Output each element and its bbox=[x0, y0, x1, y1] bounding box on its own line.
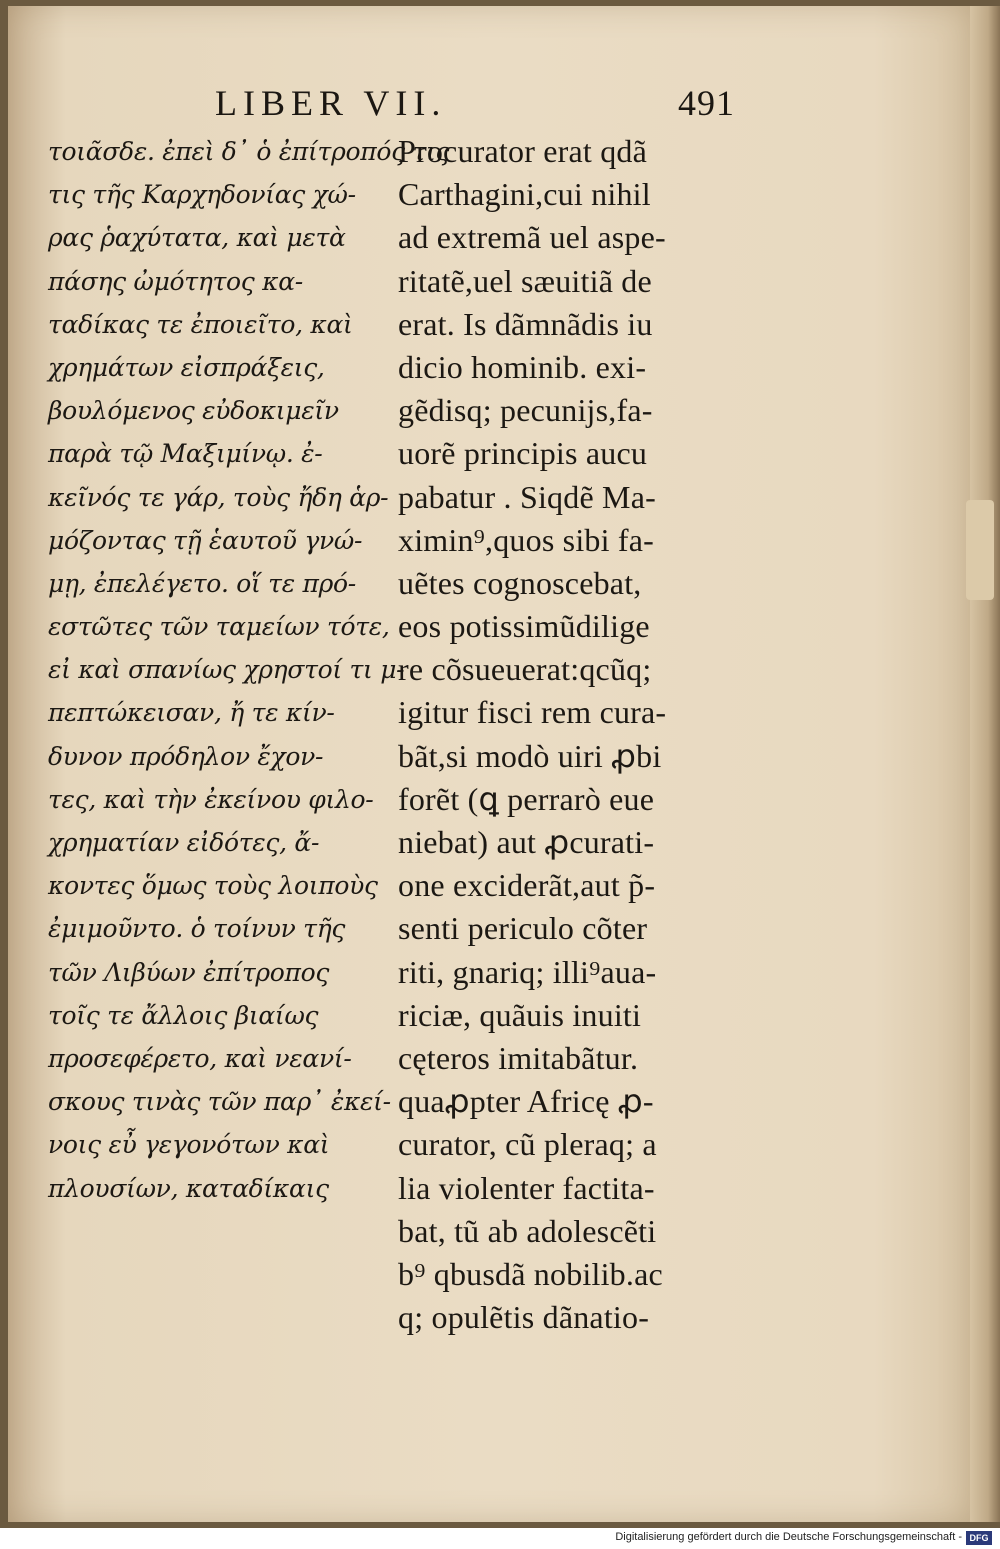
greek-text-line: τις τῆς Καρχηδονίας χώ- bbox=[48, 180, 356, 210]
latin-text-line: curator, cũ pleraq; a bbox=[398, 1126, 657, 1163]
latin-text-line: quaꝓpter Africę ꝓ- bbox=[398, 1083, 654, 1120]
latin-text-line: uorẽ principis aucu bbox=[398, 435, 648, 472]
page-number: 491 bbox=[678, 83, 735, 123]
latin-text-line: ad extremã uel aspe- bbox=[398, 219, 666, 256]
greek-text-line: ρας ῥαχύτατα, καὶ μετὰ bbox=[48, 223, 346, 253]
greek-text-line: ἐμιμοῦντο. ὁ τοίνυν τῆς bbox=[48, 914, 346, 944]
latin-text-line: pabatur . Siqdẽ Ma- bbox=[398, 478, 656, 515]
book-label: LIBER VII. bbox=[215, 83, 447, 123]
latin-text-line: Carthagini,cui nihil bbox=[398, 176, 651, 213]
greek-text-line: κοντες ὅμως τοὺς λοιποὺς bbox=[48, 871, 378, 901]
latin-text-line: senti periculo cõter bbox=[398, 910, 648, 947]
greek-text-line: προσεφέρετο, καὶ νεανί- bbox=[48, 1043, 352, 1073]
latin-text-line: igitur fisci rem cura- bbox=[398, 694, 667, 731]
greek-text-line: σκους τινὰς τῶν παρ᾽ ἐκεί- bbox=[48, 1087, 391, 1117]
greek-text-line: βουλόμενος εὐδοκιμεῖν bbox=[48, 396, 339, 426]
latin-text-line: bat, tũ ab adolescẽti bbox=[398, 1212, 657, 1249]
latin-text-line: niebat) aut ꝓcurati- bbox=[398, 824, 655, 860]
latin-text-line: ximin⁹,quos sibi fa- bbox=[398, 521, 655, 558]
latin-text-line: eos potissimũdilige bbox=[398, 608, 650, 645]
latin-text-line: q; opulẽtis dãnatio- bbox=[398, 1299, 650, 1336]
latin-text-line: dicio hominib. exi- bbox=[398, 348, 647, 385]
greek-text-line: μῃ, ἐπελέγετο. οἵ τε πρό- bbox=[48, 568, 356, 598]
greek-text-line: ταδίκας τε ἐποιεῖτο, καὶ bbox=[48, 309, 353, 339]
greek-text-line: πεπτώκεισαν, ἤ τε κίν- bbox=[48, 698, 335, 728]
greek-text-line: δυνον πρόδηλον ἔχον- bbox=[48, 741, 324, 771]
greek-text-line: νοις εὖ γεγονότων καὶ bbox=[48, 1130, 330, 1160]
latin-text-line: riciæ, quãuis inuiti bbox=[398, 996, 642, 1033]
latin-text-line: erat. Is dãmnãdis iu bbox=[398, 305, 653, 342]
funding-credit: Digitalisierung gefördert durch die Deutsche Forschungsgemeinschaft - bbox=[615, 1531, 962, 1543]
page-edge bbox=[970, 6, 1000, 1522]
greek-text-line: πλουσίων, καταδίκαις bbox=[48, 1173, 329, 1203]
greek-text-line: χρημάτων εἰσπράξεις, bbox=[48, 352, 325, 382]
running-header bbox=[215, 82, 735, 132]
greek-text-line: πάσης ὠμότητος κα- bbox=[48, 266, 303, 296]
greek-text-line: μόζοντας τῇ ἑαυτοῦ γνώ- bbox=[48, 525, 363, 555]
greek-text-line: τοῖς τε ἄλλοις βιαίως bbox=[48, 1000, 319, 1030]
latin-text-line: forẽt (ꝗ perrarò eue bbox=[398, 780, 655, 817]
latin-text-line: Procurator erat qdã bbox=[398, 133, 648, 169]
latin-text-line: b⁹ qbusdã nobilib.ac bbox=[398, 1255, 663, 1292]
greek-text-line: παρὰ τῷ Μαξιμίνῳ. ἐ- bbox=[48, 439, 323, 469]
latin-text-line: uẽtes cognoscebat, bbox=[398, 564, 642, 601]
latin-text-line: riti, gnariq; illi⁹aua- bbox=[398, 953, 657, 990]
footer-bar bbox=[0, 1528, 1000, 1549]
greek-text-line: τοιᾶσδε. ἐπεὶ δ᾽ ὁ ἐπίτροπός τις bbox=[48, 137, 450, 166]
latin-text-line: gẽdisq; pecunijs,fa- bbox=[398, 392, 653, 429]
greek-text-line: τῶν Λιβύων ἐπίτροπος bbox=[48, 957, 330, 987]
greek-text-line: εστῶτες τῶν ταμείων τότε, bbox=[48, 612, 390, 642]
greek-text-line: εἰ καὶ σπανίως χρηστοί τι μ- bbox=[48, 655, 405, 685]
greek-text-line: χρηματίαν εἰδότες, ἄ- bbox=[48, 828, 320, 857]
latin-text-line: bãt,si modò uiri ꝓbi bbox=[398, 737, 662, 774]
greek-text-line: τες, καὶ τὴν ἐκείνου φιλο- bbox=[48, 784, 374, 814]
latin-text-line: re cõsueuerat:qcũq; bbox=[398, 651, 652, 688]
greek-text-line: κεῖνός τε γάρ, τοὺς ἤδη ἁρ- bbox=[48, 482, 389, 512]
greek-text-column bbox=[48, 130, 450, 1210]
dfg-logo: DFG bbox=[966, 1531, 992, 1545]
latin-text-line: ritatẽ,uel sæuitiã de bbox=[398, 262, 652, 299]
latin-text-line: lia violenter factita- bbox=[398, 1169, 655, 1206]
latin-text-line: cęteros imitabãtur. bbox=[398, 1039, 639, 1076]
page-tab bbox=[966, 500, 994, 600]
latin-text-column bbox=[398, 130, 728, 1339]
latin-text-line: one exciderãt,aut p̃- bbox=[398, 867, 656, 904]
